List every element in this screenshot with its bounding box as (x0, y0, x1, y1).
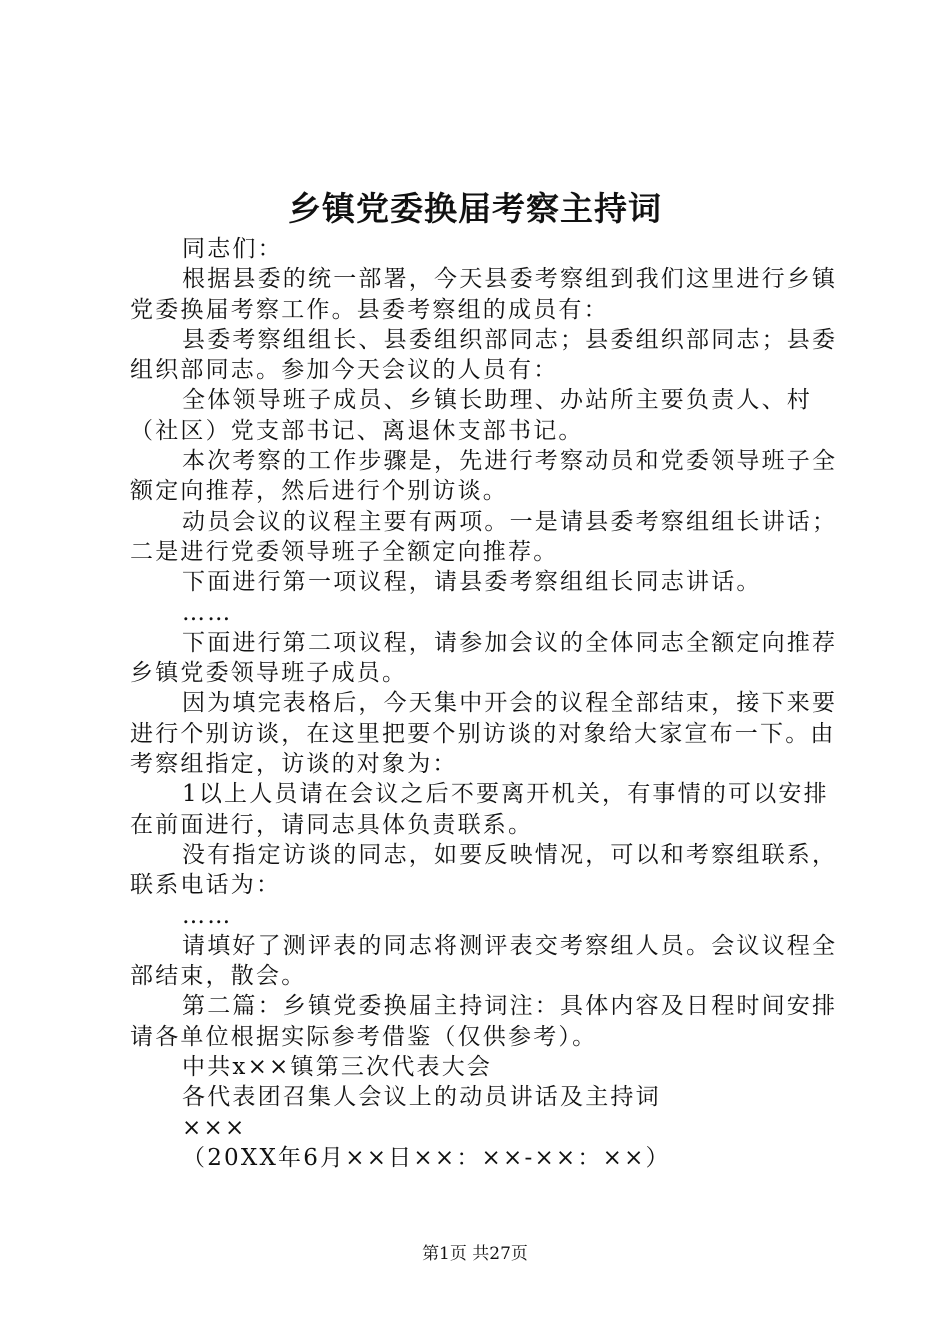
paragraph: （20XX年6月××日××：××-××：××） (182, 1144, 671, 1171)
ellipsis-line: …… (182, 902, 233, 929)
paragraph: 县委考察组组长、县委组织部同志；县委组织部同志；县委组织部同志。参加今天会议的人员有： (130, 326, 838, 384)
paragraph: 动员会议的议程主要有两项。一是请县委考察组组长讲话；二是进行党委领导班子全额定向推荐。 (130, 508, 838, 565)
paragraph: 同志们： (182, 236, 283, 262)
document-title: 乡镇党委换届考察主持词 (288, 189, 662, 228)
paragraph: 第二篇：乡镇党委换届主持词注：具体内容及日程时间安排请各单位根据实际参考借鉴（仅供参考）。 (130, 993, 838, 1050)
ellipsis-line: …… (182, 599, 233, 626)
document-body (130, 234, 852, 1173)
paragraph: 中共x××镇第三次代表大会 (182, 1054, 493, 1081)
paragraph: 下面进行第二项议程，请参加会议的全体同志全额定向推荐乡镇党委领导班子成员。 (130, 629, 838, 687)
paragraph: 各代表团召集人会议上的动员讲话及主持词 (182, 1084, 661, 1111)
paragraph: 全体领导班子成员、乡镇长助理、办站所主要负责人、村（社区）党支部书记、离退休支部书记。 (130, 387, 812, 444)
paragraph: 因为填完表格后，今天集中开会的议程全部结束，接下来要进行个别访谈，在这里把要个别访谈的对象给大家宣布一下。由考察组指定，访谈的对象为： (130, 690, 838, 778)
paragraph: 没有指定访谈的同志，如要反映情况，可以和考察组联系，联系电话为： (130, 841, 838, 899)
paragraph: 本次考察的工作步骤是，先进行考察动员和党委领导班子全额定向推荐，然后进行个别访谈。 (130, 448, 838, 505)
paragraph: ××× (182, 1114, 247, 1141)
page-number-footer: 第1页 共27页 (422, 1244, 528, 1264)
paragraph: 下面进行第一项议程，请县委考察组组长同志讲话。 (182, 569, 762, 596)
paragraph: 请填好了测评表的同志将测评表交考察组人员。会议议程全部结束，散会。 (130, 932, 838, 990)
paragraph: 根据县委的统一部署，今天县委考察组到我们这里进行乡镇党委换届考察工作。县委考察组的成员有： (130, 266, 838, 323)
paragraph: 1以上人员请在会议之后不要离开机关，有事情的可以安排在前面进行，请同志具体负责联系。 (130, 781, 829, 838)
